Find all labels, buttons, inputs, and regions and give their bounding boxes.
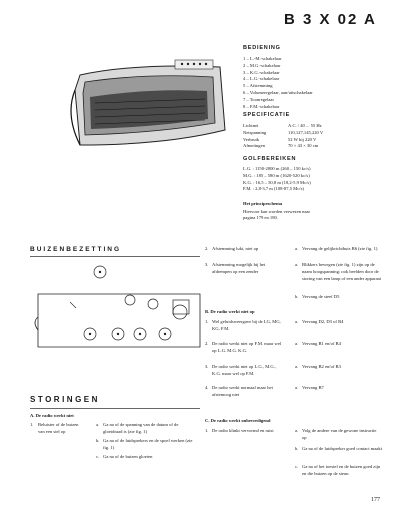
remedy-text: Ga na of het toestel en de buizen goed zijn en die buizen op de steun: [302, 464, 381, 476]
symptom-text: De radio werkt niet op L.G., M.G., K.G. maar wel op F.M.: [212, 364, 277, 376]
remedy-text: Vervang B1 en/of B4: [302, 341, 341, 346]
radio-cabinet-illustration: [55, 55, 235, 155]
golf-row: L.G. : 1150-2000 m (260 – 150 kc/s): [243, 166, 311, 171]
remedy-letter: a.: [295, 385, 299, 390]
remedy-text: Vervang B7: [302, 385, 324, 390]
symptom-text: Afstemming mogelijk bij het afdrempen op een zender: [212, 262, 266, 274]
section-b-heading: B. De radio werkt niet op: [205, 309, 255, 314]
bediening-item: 2 – M.G.-schakelaar: [243, 62, 281, 68]
remedy-text: Ga na of de luidsprekers en de spoel werken (zie fig. 1): [103, 438, 193, 450]
bediening-item: 5 – Afstemming: [243, 83, 273, 89]
bediening-item: 8 – F.M.-schakelaar: [243, 103, 280, 109]
item-number: 1.: [205, 319, 209, 324]
remedy-letter: c.: [96, 454, 100, 459]
remedy-text: Ga na of de spanning van de datum of de gloeidraad is (zie fig. 1): [103, 422, 179, 434]
remedy-text: Volg de andere van de gewone instructie op: [302, 428, 377, 440]
storingen-heading: STORINGEN: [30, 395, 100, 404]
remedy-letter: b.: [295, 446, 299, 451]
golf-row: M.G. : 185 – 580 m (1620-520 kc/s): [243, 172, 310, 178]
storing-symptom: Beluister of de buizen van een stel op: [38, 422, 79, 434]
remedy-text: Vervang de gelijkrichtbuis B6 (zie fig. 1): [302, 246, 378, 251]
symptom-text: De radio klinkt vervormd en ruist: [212, 428, 274, 433]
spec-row: Netspanning 110,127,145,220 V: [243, 129, 324, 135]
bediening-item: 1 – L.-M.-schakelaar: [243, 56, 282, 61]
bediening-heading: BEDIENING: [243, 45, 281, 51]
item-number: 1.: [205, 428, 209, 433]
item-number: 2.: [205, 341, 209, 346]
remedy-text: Vervang B2 en/of B3: [302, 364, 341, 369]
symptom-text: Wel geluidsweergave bij de LG, MG, KG, F.M.: [212, 319, 281, 331]
storingen-subheading: A. De radio werkt niet: [30, 413, 74, 418]
section-rule: [30, 256, 200, 257]
remedy-letter: a.: [295, 319, 299, 324]
storing-number: 1.: [30, 422, 34, 427]
remedy-letter: a.: [295, 246, 299, 251]
page-number: 177: [371, 497, 380, 503]
principe-text: pagina 179 en 180.: [243, 215, 278, 220]
buizenbezetting-heading: BUIZENBEZETTING: [30, 246, 122, 253]
bediening-list: [243, 56, 313, 110]
remedy-text: Blikkers bewegen (zie fig. 1) zijn op de naam hoogspanning; ook beelden door de storing van een lamp of een ander apparaat: [302, 262, 381, 281]
bediening-item: 4 – L.G.-schakelaar: [243, 76, 280, 82]
remedy-letter: a.: [96, 422, 100, 427]
golfbereiken-list: [243, 166, 311, 193]
remedy-letter: a.: [295, 364, 299, 369]
symptom-text: De radio werkt niet op F.M. maar wel op L.G. M.G. K.G.: [212, 341, 282, 353]
remedy-text: Vervang de steef D5: [302, 294, 340, 299]
specificatie-table: [243, 123, 378, 150]
principe-text: Hiervoor kan worden verwezen naar: [243, 209, 311, 214]
remedy-letter: a.: [295, 262, 299, 267]
golfbereiken-heading: GOLFBEREIKEN: [243, 156, 297, 162]
golf-row: F.M. : 2,8-3,7 m (108-87,5 Mc/s): [243, 186, 304, 192]
tube-layout-diagram: [30, 262, 205, 357]
remedy-letter: c.: [295, 464, 299, 469]
principe-heading: Het principeschema: [243, 201, 283, 206]
specificatie-heading: SPECIFICATIE: [243, 112, 291, 118]
symptom-text: Afstemming lukt, niet op: [212, 246, 259, 251]
golf-row: K.G. : 16,5 – 50,8 m (18,2-5,9 Mc/s): [243, 179, 311, 185]
bediening-item: 3 – K.G.-schakelaar: [243, 69, 280, 75]
remedy-text: Vervang D2, D3 of B4: [302, 319, 344, 324]
bediening-item: 6 – Volumeregelaar, aan/uitschakelaar: [243, 89, 313, 95]
symptom-text: De radio werkt normaal maar het afstemoog niet: [212, 385, 273, 397]
remedy-text: Ga na of de buizen gloeien: [103, 454, 153, 459]
spec-row: Verbruik 52 W bij 220 V: [243, 136, 317, 142]
remedy-letter: a.: [295, 341, 299, 346]
remedy-letter: a.: [295, 428, 299, 433]
spec-row: Lichtnet A.C. / 40 ... 55 Hz: [243, 123, 322, 128]
bediening-item: 7 – Toonregelaar: [243, 96, 274, 102]
item-number: 4.: [205, 385, 209, 390]
item-number: 3.: [205, 364, 209, 369]
remedy-text: Ga na of de luidspreker goed contact maakt: [302, 446, 382, 451]
section-rule: [30, 408, 200, 409]
spec-row: Afmetingen 70 × 43 × 30 cm: [243, 143, 319, 149]
item-number: 3.: [205, 262, 209, 267]
remedy-letter: b.: [96, 438, 100, 443]
section-c-heading: C. De radio werkt onbevredigend: [205, 418, 271, 423]
model-code: B 3 X 02 A: [284, 11, 377, 28]
remedy-letter: b.: [295, 294, 299, 299]
item-number: 2.: [205, 246, 209, 251]
